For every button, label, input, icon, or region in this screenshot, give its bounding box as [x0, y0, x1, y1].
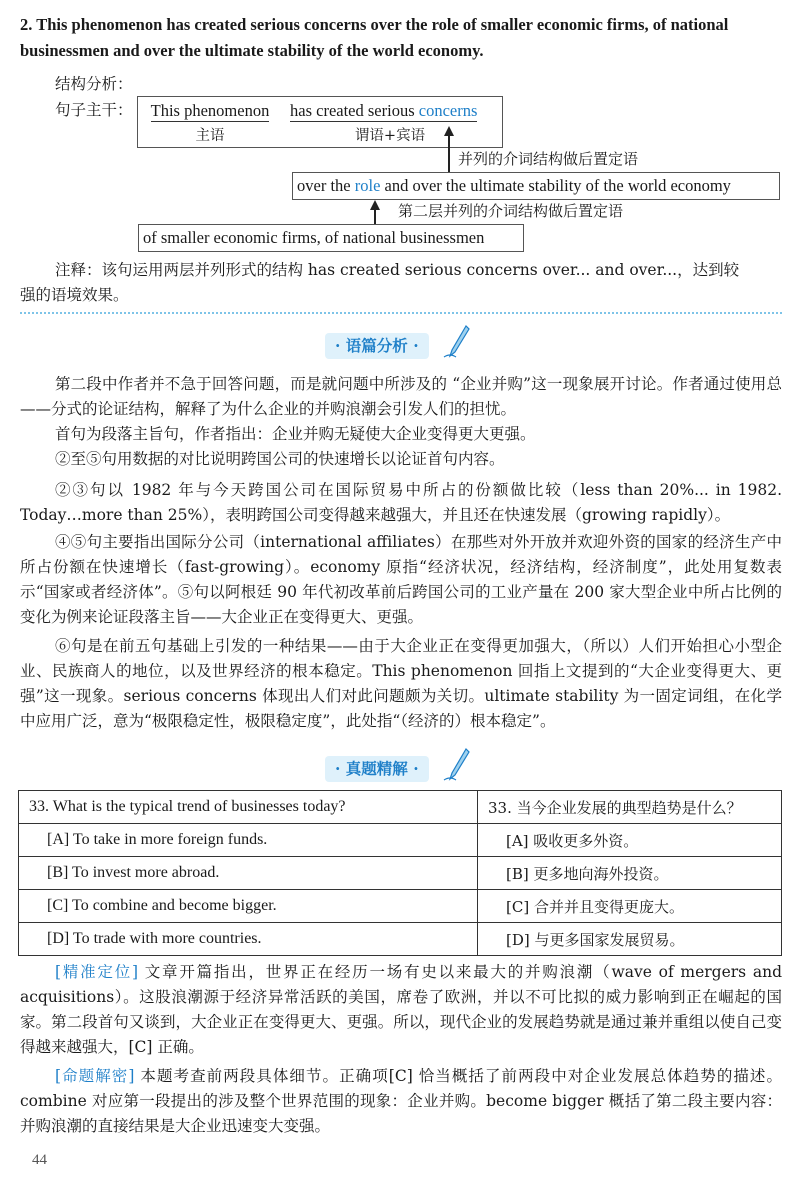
analysis-paragraph-3: ②至⑤句用数据的对比说明跨国公司的快速增长以论证首句内容。: [55, 450, 505, 468]
pen-icon: [442, 324, 470, 360]
table-row: [19, 857, 782, 890]
option-c-zh: [C] 合并并且变得更庞大。: [478, 890, 782, 923]
table-row: [19, 923, 782, 956]
annotation-line-2: 强的语境效果。: [20, 286, 129, 304]
option-a-en: [A] To take in more foreign funds.: [19, 824, 478, 857]
note-1: 并列的介词结构做后置定语: [458, 150, 639, 168]
option-b-en: [B] To invest more abroad.: [19, 857, 478, 890]
explain-locate: [20, 960, 782, 1060]
option-c-en: [C] To combine and become bigger.: [19, 890, 478, 923]
trunk-label: 句子主干：: [55, 101, 133, 119]
analysis-paragraph-5: ④⑤句主要指出国际分公司（international affiliates）在那些对外开放并欢迎外资的国家的经济生产中所占份额在快速增长（fast-growing）。economy 原指“经济状况，经济结构，经济制度”，此处用复数表示“国家或者经济体”。⑤句以阿根廷 90 年代初改革前后跨国公司的工业产量在 200 家大型企业中所占比例的变化为例来论证段落主旨——大企业正在变得更大、更强。: [20, 533, 782, 626]
table-row: [19, 890, 782, 923]
predicate-pre: has created serious: [290, 101, 419, 120]
analysis-paragraph-4: ②③句以 1982 年与今天跨国公司在国际贸易中所占的份额做比较（less than 20%... in 1982. Today…more than 25%），表明跨国公司变得越来越强大，并且还在快速发展（growing rapidly）。: [20, 481, 782, 524]
page-number: 44: [32, 1152, 47, 1168]
arrow-line-1: [448, 135, 450, 173]
question-table: [18, 790, 782, 956]
analysis-paragraph-1: 第二段中作者并不急于回答问题，而是就问题中所涉及的 “企业并购”这一现象展开讨论。作者通过使用总——分式的论证结构，解释了为什么企业的并购浪潮会引发人们的担忧。: [20, 375, 782, 418]
explain-decode-tag: [命题解密]: [55, 1067, 135, 1085]
table-row: [19, 824, 782, 857]
note-2: 第二层并列的介词结构做后置定语: [398, 202, 624, 220]
box2-post: and over the ultimate stability of the world economy: [380, 176, 731, 195]
section-badge-questions: · 真题精解 ·: [325, 756, 429, 782]
option-a-zh: [A] 吸收更多外资。: [478, 824, 782, 857]
box2-pre: over the: [297, 176, 355, 195]
explain-decode-text: 本题考查前两段具体细节。正确项[C] 恰当概括了前两段中对企业发展总体趋势的描述。combine 对应第一段提出的涉及整个世界范围的现象：企业并购。become bigger 概括了第二段主要内容：并购浪潮的直接结果是大企业迅速变大变强。: [20, 1067, 782, 1135]
sentence-title: 2. This phenomenon has created serious concerns over the role of smaller economic firms, of national businessmen and over the ultimate stability of the world economy.: [20, 15, 729, 60]
explain-decode: [20, 1064, 782, 1139]
predicate-role: 谓语+宾语: [354, 128, 426, 144]
option-b-zh: [B] 更多地向海外投资。: [478, 857, 782, 890]
prep-phrase-box: [292, 172, 780, 200]
explain-locate-text: 文章开篇指出，世界正在经历一场有史以来最大的并购浪潮（wave of mergers and acquisitions）。这股浪潮源于经济异常活跃的美国，席卷了欧洲，并以不可比拟的威力影响到正在崛起的国家。第二段首句又谈到，大企业正在变得更大、更强。所以，现代企业的发展趋势就是通过兼并重组以使自己变得越来越强大，[C] 正确。: [20, 963, 782, 1056]
question-en: 33. What is the typical trend of businesses today?: [19, 791, 478, 824]
question-zh: 33. 当今企业发展的典型趋势是什么？: [478, 791, 782, 824]
section-badge-analysis: · 语篇分析 ·: [325, 333, 429, 359]
box2-highlight: role: [354, 176, 381, 195]
second-prep-box: of smaller economic firms, of national businessmen: [138, 224, 524, 252]
analysis-paragraph-2: 首句为段落主旨句，作者指出：企业并购无疑使大企业变得更大更强。: [55, 425, 536, 443]
predicate-highlight: concerns: [418, 101, 478, 120]
analysis-paragraph-6: ⑥句是在前五句基础上引发的一种结果——由于大企业正在变得更加强大，（所以）人们开始担心小型企业、民族商人的地位，以及世界经济的根本稳定。This phenomenon 回指上文提到的“大企业变得更大、更强”这一现象。serious concerns 体现出人们对此问题颇为关切。ultimate stability 为一固定词组，在化学中应用广泛，意为“极限稳定性，极限稳定度”，此处指“（经济的）根本稳定”。: [20, 637, 782, 730]
divider: [20, 312, 782, 314]
option-d-zh: [D] 与更多国家发展贸易。: [478, 923, 782, 956]
pen-icon: [442, 747, 470, 783]
table-row: [19, 791, 782, 824]
subject-role: 主语: [195, 128, 225, 144]
annotation-line-1: 注释：该句运用两层并列形式的结构 has created serious concerns over... and over...，达到较: [55, 261, 740, 279]
structure-label: 结构分析：: [55, 75, 133, 93]
arrow-line-2: [374, 208, 376, 224]
subject-text: This phenomenon: [150, 101, 270, 120]
predicate-text: [290, 101, 477, 122]
option-d-en: [D] To trade with more countries.: [19, 923, 478, 956]
explain-locate-tag: [精准定位]: [55, 963, 139, 981]
